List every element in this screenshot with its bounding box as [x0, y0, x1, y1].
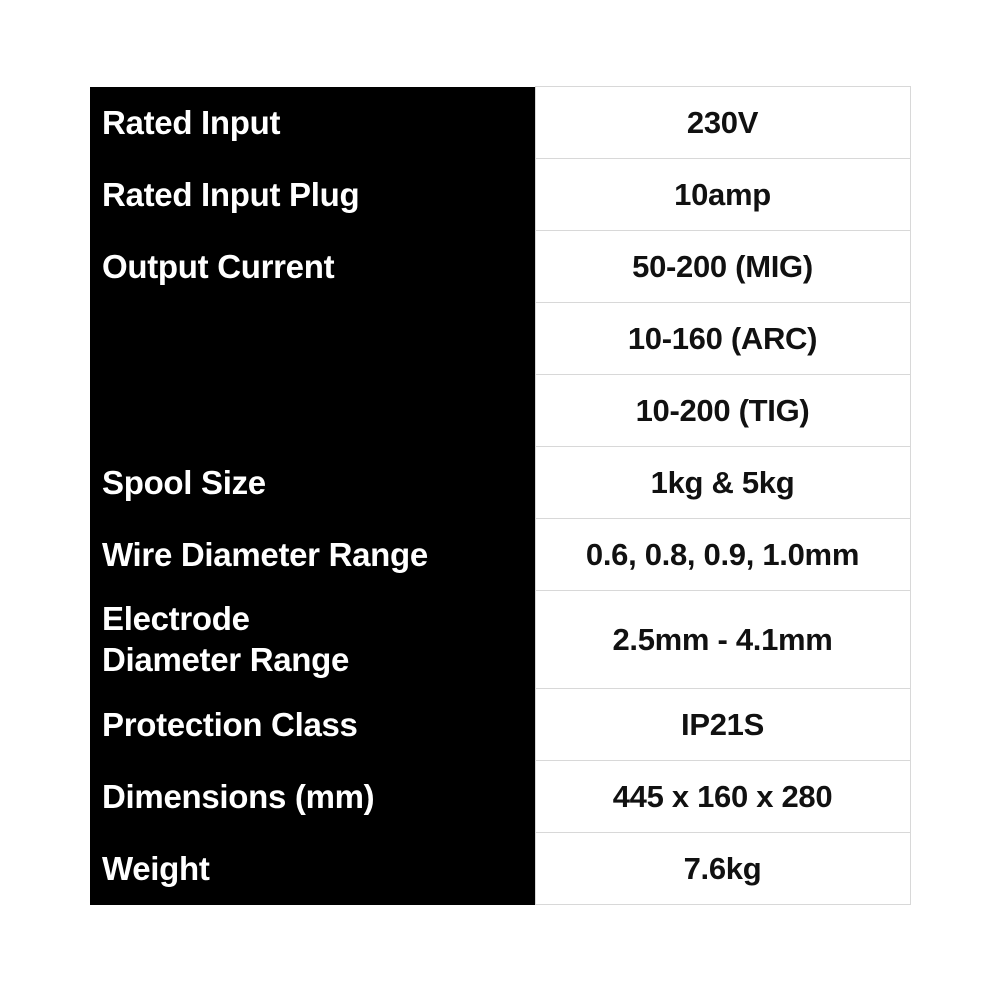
spec-label-line: Dimensions (mm) — [102, 777, 375, 815]
spec-value-output-current-arc: 10-160 (ARC) — [535, 303, 910, 375]
spec-label-line: Rated Input Plug — [102, 175, 360, 213]
table-row — [90, 375, 910, 447]
spec-value-weight: 7.6kg — [535, 833, 910, 905]
spec-label-electrode-diameter-range — [90, 591, 535, 689]
spec-label-line: Electrode — [102, 600, 250, 638]
spec-value-rated-input-plug: 10amp — [535, 159, 910, 231]
spec-label-line: Spool Size — [102, 463, 266, 501]
spec-value-protection-class: IP21S — [535, 689, 910, 761]
spec-label-rated-input-plug — [90, 159, 535, 231]
table-row — [90, 447, 910, 519]
table-row — [90, 159, 910, 231]
table-row — [90, 689, 910, 761]
spec-label-line: Protection Class — [102, 705, 358, 743]
specifications-table-body — [90, 87, 910, 905]
table-row — [90, 591, 910, 689]
spec-label-line: Output Current — [102, 247, 335, 285]
table-row — [90, 761, 910, 833]
table-row — [90, 833, 910, 905]
spec-label-line: Wire Diameter Range — [102, 535, 428, 573]
spec-label-output-current — [90, 231, 535, 303]
spec-label-empty — [90, 303, 535, 375]
spec-label-wire-diameter-range — [90, 519, 535, 591]
spec-label-dimensions — [90, 761, 535, 833]
spec-value-rated-input: 230V — [535, 87, 910, 159]
table-row — [90, 231, 910, 303]
spec-value-dimensions: 445 x 160 x 280 — [535, 761, 910, 833]
spec-label-line: Diameter Range — [102, 640, 350, 678]
spec-value-electrode-diameter-range: 2.5mm - 4.1mm — [535, 591, 910, 689]
spec-value-spool-size: 1kg & 5kg — [535, 447, 910, 519]
spec-label-rated-input — [90, 87, 535, 159]
table-row — [90, 303, 910, 375]
spec-label-line: Weight — [102, 849, 210, 887]
spec-value-output-current-mig: 50-200 (MIG) — [535, 231, 910, 303]
spec-value-output-current-tig: 10-200 (TIG) — [535, 375, 910, 447]
table-row — [90, 87, 910, 159]
table-row — [90, 519, 910, 591]
spec-value-wire-diameter-range: 0.6, 0.8, 0.9, 1.0mm — [535, 519, 910, 591]
specifications-table — [90, 86, 911, 905]
spec-label-weight — [90, 833, 535, 905]
spec-label-spool-size — [90, 447, 535, 519]
spec-label-empty — [90, 375, 535, 447]
spec-label-line: Rated Input — [102, 103, 281, 141]
spec-label-protection-class — [90, 689, 535, 761]
